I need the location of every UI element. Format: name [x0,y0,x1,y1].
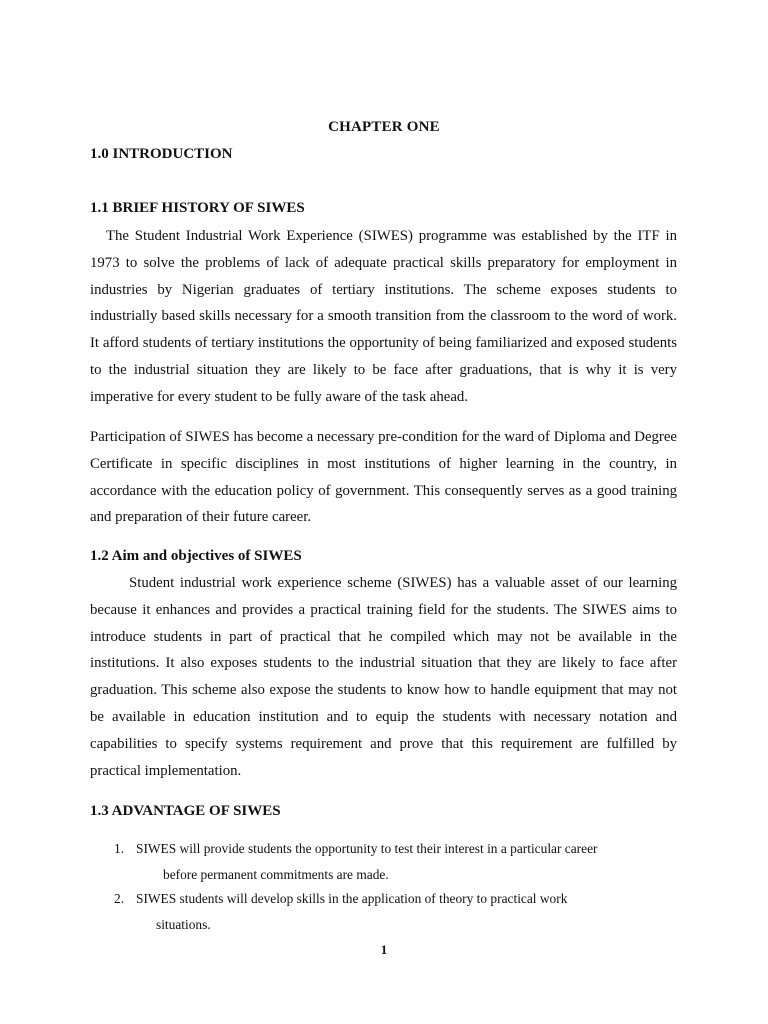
list-item-text: SIWES will provide students the opportunity to test their interest in a particular career [136,841,598,856]
section-heading-brief-history: 1.1 BRIEF HISTORY OF SIWES [90,200,305,216]
chapter-title: CHAPTER ONE [328,119,440,135]
page-number: 1 [380,942,388,957]
list-item-text-continuation: situations. [156,916,211,932]
list-item-text: SIWES students will develop skills in the application of theory to practical work [136,891,568,906]
list-item-text-continuation: before permanent commitments are made. [163,866,389,882]
paragraph-brief-history-1: The Student Industrial Work Experience (SIWES) programme was established by the ITF in 1973 to solve the problems of lack of adequate practical skills preparatory for employment in industries by Nigerian graduates of tertiary institutions. The scheme exposes students to industrially based skills necessary for a smooth transition from the classroom to the word of work. It afford students of tertiary institutions the opportunity of being familiarized and exposed students to the industrial situation they are likely to be face after graduations, that is why it is very imperative for every student to be fully aware of the task ahead. [90,228,677,405]
section-heading-aim-objectives: 1.2 Aim and objectives of SIWES [90,548,302,564]
paragraph-aim-objectives: Student industrial work experience scheme (SIWES) has a valuable asset of our learning because it enhances and provides a practical training field for the students. The SIWES aims to introduce students in part of practical that he compiled which may not be available in the institutions. It also exposes students to the industrial situation that they are likely to face after graduation. This scheme also expose the students to know how to handle equipment that may not be available in education institution and to equip the students with necessary notation and capabilities to specify systems requirement and prove that this requirement are fulfilled by practical implementation. [90,575,677,779]
list-item-number: 1. [114,841,125,856]
section-heading-introduction: 1.0 INTRODUCTION [90,146,233,162]
list-item-number: 2. [114,891,125,906]
section-heading-advantage: 1.3 ADVANTAGE OF SIWES [90,803,281,819]
paragraph-brief-history-2: Participation of SIWES has become a necessary pre-condition for the ward of Diploma and Degree Certificate in specific disciplines in most institutions of higher learning in the country, in accordance with the education policy of government. This consequently serves as a good training and preparation of their future career. [90,429,677,526]
